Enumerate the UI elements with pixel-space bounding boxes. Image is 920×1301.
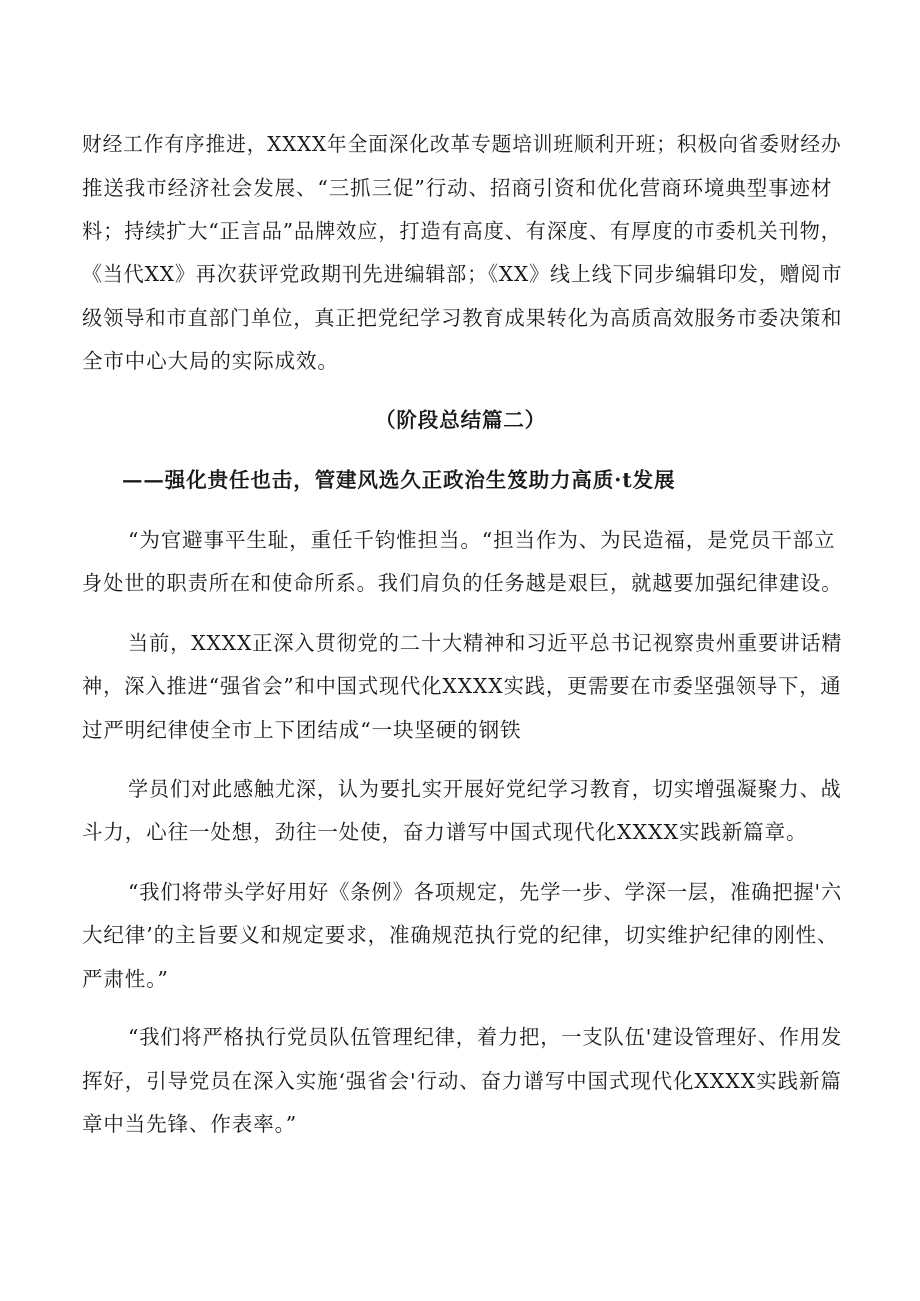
paragraph-2-line: 身处世的职责所在和使命所系。我们肩负的任务越是艰巨，就越要加强纪律建设。 bbox=[82, 571, 843, 595]
paragraph-1-line: 级领导和市直部门单位，真正把党纪学习教育成果转化为高质高效服务市委决策和 bbox=[82, 306, 843, 330]
paragraph-2-line: “为官避事平生耻，重任千钧惟担当。“担当作为、为民造福，是党员干部立 bbox=[128, 528, 836, 552]
paragraph-1-line: 《当代XX》再次获评党政期刊先进编辑部；《XX》线上线下同步编辑印发，赠阅市 bbox=[82, 262, 843, 286]
paragraph-3-line: 过严明纪律使全市上下团结成“一块坚硬的钢铁 bbox=[82, 718, 522, 742]
paragraph-6-line: 章中当先锋、作表率。” bbox=[82, 1112, 298, 1136]
paragraph-6-line: 挥好，引导党员在深入实施‘强省会'行动、奋力谱写中国式现代化XXXX实践新篇 bbox=[82, 1069, 842, 1093]
paragraph-5-line: 严肃性。” bbox=[82, 967, 169, 991]
paragraph-4-line: 斗力，心往一处想，劲往一处使，奋力谱写中国式现代化XXXX实践新篇章。 bbox=[82, 820, 808, 844]
paragraph-1-line: 财经工作有序推进，XXXX年全面深化改革专题培训班顺利开班；积极向省委财经办 bbox=[82, 132, 842, 156]
section-title: （阶段总结篇二） bbox=[375, 408, 547, 432]
paragraph-1-line: 料；持续扩大“正言品”品牌效应，打造有高度、有深度、有厚度的市委机关刊物， bbox=[82, 219, 842, 243]
paragraph-4-line: 学员们对此感触尤深，认为要扎实开展好党纪学习教育，切实增强凝聚力、战 bbox=[128, 777, 842, 801]
paragraph-3-line: 当前，XXXX正深入贯彻党的二十大精神和习近平总书记视察贵州重要讲话精 bbox=[128, 631, 843, 655]
paragraph-1-line: 全市中心大局的实际成效。 bbox=[82, 349, 339, 373]
paragraph-1-line: 推送我市经济社会发展、“三抓三促”行动、招商引资和优化营商环境典型事迹材 bbox=[82, 176, 833, 200]
paragraph-5-line: 大纪律’的主旨要义和规定要求，准确规范执行党的纪律，切实维护纪律的刚性、 bbox=[82, 923, 839, 947]
paragraph-6-line: “我们将严格执行党员队伍管理纪律，着力把，一支队伍'建设管理好、作用发 bbox=[128, 1025, 843, 1049]
paragraph-3-line: 神，深入推进“强省会”和中国式现代化XXXX实践，更需要在市委坚强领导下，通 bbox=[82, 674, 842, 698]
paragraph-5-line: “我们将带头学好用好《条例》各项规定，先学一步、学深一层，准确把握'六 bbox=[128, 880, 843, 904]
section-subtitle: ——强化贵任也击，管建风选久正政治生笈助力高质·t发展 bbox=[122, 468, 676, 492]
